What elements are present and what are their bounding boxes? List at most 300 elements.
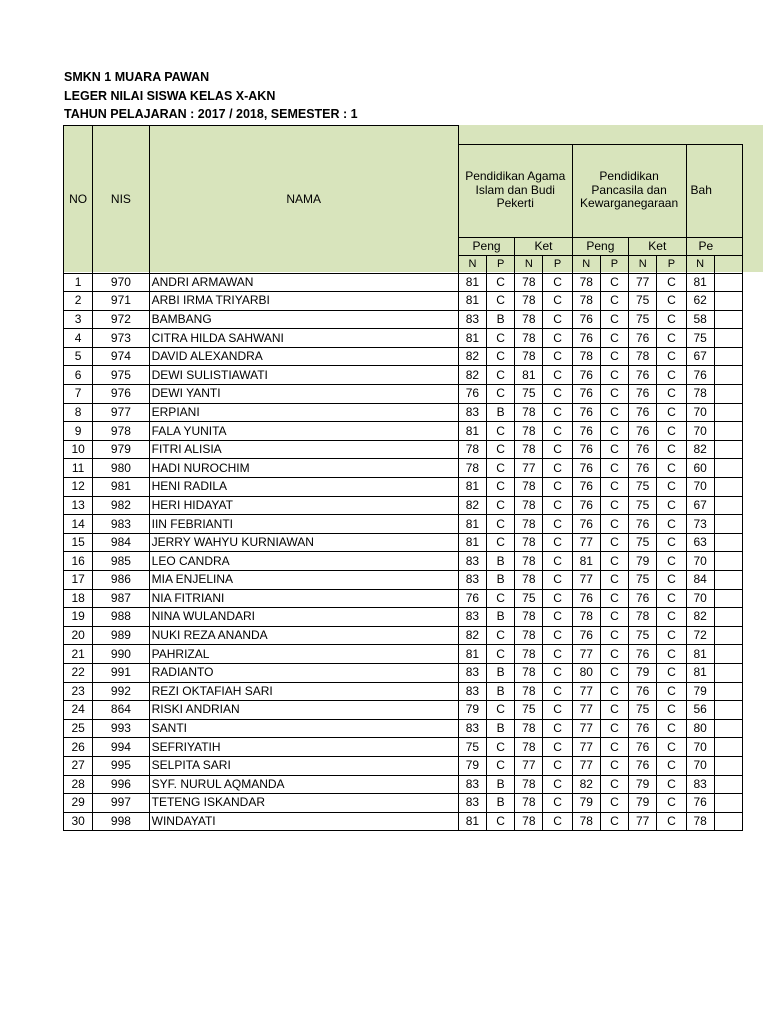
cell-grade: [714, 589, 742, 608]
cell-grade: [714, 552, 742, 571]
cell-grade: [714, 347, 742, 366]
cell-grade: C: [657, 775, 686, 794]
cell-grade: 76: [458, 589, 486, 608]
cell-grade: 78: [686, 812, 714, 831]
cell-grade: B: [487, 608, 515, 627]
cell-grade: C: [600, 794, 628, 813]
cell-nis: 991: [93, 663, 149, 682]
cell-no: 4: [64, 329, 93, 348]
cell-grade: C: [657, 812, 686, 831]
school-name: SMKN 1 MUARA PAWAN: [64, 70, 210, 84]
table-row: [64, 571, 743, 590]
cell-grade: C: [543, 385, 572, 404]
cell-grade: 81: [458, 292, 486, 311]
cell-grade: [714, 533, 742, 552]
cell-grade: C: [543, 552, 572, 571]
cell-grade: 70: [686, 738, 714, 757]
cell-grade: 78: [515, 440, 543, 459]
cell-grade: C: [487, 347, 515, 366]
cell-grade: 78: [572, 608, 600, 627]
table-row: [64, 589, 743, 608]
cell-grade: 82: [686, 440, 714, 459]
cell-grade: 75: [629, 701, 657, 720]
cell-grade: C: [657, 719, 686, 738]
cell-grade: C: [600, 738, 628, 757]
cell-grade: 77: [572, 756, 600, 775]
cell-grade: C: [600, 422, 628, 441]
cell-grade: [714, 478, 742, 497]
cell-grade: 78: [515, 273, 543, 292]
cell-grade: C: [543, 403, 572, 422]
cell-grade: C: [543, 440, 572, 459]
cell-name: IIN FEBRIANTI: [149, 515, 458, 534]
cell-nis: 993: [93, 719, 149, 738]
cell-grade: 76: [629, 719, 657, 738]
cell-grade: [714, 273, 742, 292]
cell-grade: C: [543, 701, 572, 720]
cell-grade: C: [657, 459, 686, 478]
table-row: [64, 403, 743, 422]
ket-header: Ket: [629, 237, 686, 255]
cell-grade: 83: [458, 608, 486, 627]
cell-nis: 978: [93, 422, 149, 441]
cell-name: HADI NUROCHIM: [149, 459, 458, 478]
cell-grade: [714, 812, 742, 831]
cell-grade: 78: [515, 775, 543, 794]
cell-grade: C: [657, 794, 686, 813]
cell-grade: 76: [572, 385, 600, 404]
cell-grade: 81: [458, 515, 486, 534]
cell-grade: 76: [572, 626, 600, 645]
cell-grade: B: [487, 794, 515, 813]
cell-no: 15: [64, 533, 93, 552]
cell-nis: 988: [93, 608, 149, 627]
cell-grade: 82: [572, 775, 600, 794]
cell-grade: [714, 440, 742, 459]
table-row: [64, 701, 743, 720]
cell-grade: C: [487, 329, 515, 348]
table-row: [64, 515, 743, 534]
cell-grade: 77: [515, 756, 543, 775]
cell-grade: 83: [458, 403, 486, 422]
cell-grade: [714, 459, 742, 478]
cell-grade: 78: [515, 719, 543, 738]
cell-grade: [714, 496, 742, 515]
cell-grade: 77: [572, 645, 600, 664]
p-header: P: [657, 255, 686, 273]
cell-grade: C: [600, 440, 628, 459]
cell-grade: C: [600, 608, 628, 627]
cell-grade: 78: [515, 663, 543, 682]
cell-nis: 985: [93, 552, 149, 571]
cell-grade: 82: [458, 366, 486, 385]
cell-nis: 973: [93, 329, 149, 348]
table-row: [64, 496, 743, 515]
col-no-header: NO: [64, 126, 93, 274]
cell-grade: 76: [572, 459, 600, 478]
cell-grade: 76: [572, 515, 600, 534]
cell-grade: 79: [629, 775, 657, 794]
cell-grade: 58: [686, 310, 714, 329]
cell-grade: 79: [629, 663, 657, 682]
cell-grade: C: [543, 459, 572, 478]
cell-no: 13: [64, 496, 93, 515]
cell-grade: 76: [572, 422, 600, 441]
cell-nis: 981: [93, 478, 149, 497]
cell-grade: 70: [686, 756, 714, 775]
cell-grade: C: [487, 385, 515, 404]
cell-grade: C: [600, 589, 628, 608]
cell-grade: 78: [572, 812, 600, 831]
cell-grade: C: [543, 496, 572, 515]
cell-grade: B: [487, 310, 515, 329]
cell-grade: 78: [458, 440, 486, 459]
cell-grade: 67: [686, 347, 714, 366]
cell-grade: C: [487, 701, 515, 720]
cell-grade: 81: [458, 533, 486, 552]
cell-grade: 76: [686, 794, 714, 813]
cell-grade: 78: [572, 273, 600, 292]
cell-grade: 76: [629, 366, 657, 385]
cell-grade: 76: [629, 385, 657, 404]
cell-grade: 76: [629, 329, 657, 348]
cell-grade: 76: [572, 440, 600, 459]
cell-grade: [714, 571, 742, 590]
cell-grade: 83: [458, 571, 486, 590]
cell-nis: 997: [93, 794, 149, 813]
cell-grade: 63: [686, 533, 714, 552]
cell-grade: 76: [629, 440, 657, 459]
cell-grade: C: [543, 571, 572, 590]
cell-grade: 76: [572, 589, 600, 608]
cell-grade: 81: [458, 422, 486, 441]
cell-grade: C: [543, 608, 572, 627]
table-row: [64, 775, 743, 794]
cell-name: ANDRI ARMAWAN: [149, 273, 458, 292]
cell-grade: 77: [572, 533, 600, 552]
cell-no: 19: [64, 608, 93, 627]
cell-grade: 78: [515, 794, 543, 813]
cell-grade: 77: [572, 571, 600, 590]
cell-grade: 77: [572, 701, 600, 720]
cell-grade: C: [543, 775, 572, 794]
cell-grade: 75: [629, 478, 657, 497]
cell-grade: 82: [458, 626, 486, 645]
cell-no: 18: [64, 589, 93, 608]
table-row: [64, 347, 743, 366]
cell-grade: C: [600, 403, 628, 422]
cell-grade: 83: [458, 310, 486, 329]
cell-grade: C: [657, 645, 686, 664]
cell-grade: B: [487, 403, 515, 422]
cell-name: NIA FITRIANI: [149, 589, 458, 608]
cell-name: ERPIANI: [149, 403, 458, 422]
cell-grade: C: [657, 533, 686, 552]
cell-grade: 78: [515, 422, 543, 441]
cell-grade: C: [543, 366, 572, 385]
cell-grade: 72: [686, 626, 714, 645]
cell-no: 10: [64, 440, 93, 459]
cell-grade: [714, 775, 742, 794]
table-row: [64, 626, 743, 645]
cell-grade: 76: [629, 459, 657, 478]
cell-grade: 78: [629, 608, 657, 627]
cell-grade: C: [543, 589, 572, 608]
cell-no: 24: [64, 701, 93, 720]
cell-grade: [714, 738, 742, 757]
cell-nis: 996: [93, 775, 149, 794]
cell-grade: C: [543, 812, 572, 831]
cell-grade: 81: [686, 645, 714, 664]
cell-grade: 76: [572, 366, 600, 385]
cell-grade: 75: [629, 310, 657, 329]
cell-grade: C: [600, 533, 628, 552]
cell-grade: 77: [572, 719, 600, 738]
table-row: [64, 459, 743, 478]
cell-grade: 76: [629, 589, 657, 608]
cell-grade: 79: [629, 552, 657, 571]
cell-grade: C: [487, 533, 515, 552]
cell-grade: C: [657, 571, 686, 590]
cell-grade: C: [543, 515, 572, 534]
cell-grade: C: [600, 478, 628, 497]
cell-grade: C: [543, 663, 572, 682]
cell-grade: C: [657, 552, 686, 571]
cell-grade: 78: [515, 533, 543, 552]
cell-grade: C: [600, 385, 628, 404]
p-header: P: [600, 255, 628, 273]
table-row: [64, 478, 743, 497]
cell-grade: C: [543, 719, 572, 738]
cell-grade: 83: [458, 794, 486, 813]
cell-grade: [714, 756, 742, 775]
cell-name: SEFRIYATIH: [149, 738, 458, 757]
cell-nis: 998: [93, 812, 149, 831]
cell-grade: 81: [515, 366, 543, 385]
cell-grade: 81: [686, 273, 714, 292]
cell-name: DAVID ALEXANDRA: [149, 347, 458, 366]
cell-grade: 70: [686, 422, 714, 441]
grades-table: [63, 125, 743, 831]
cell-grade: C: [487, 440, 515, 459]
cell-grade: C: [657, 292, 686, 311]
cell-grade: 81: [458, 329, 486, 348]
cell-no: 16: [64, 552, 93, 571]
cell-grade: [714, 422, 742, 441]
cell-grade: [714, 329, 742, 348]
n-header: N: [629, 255, 657, 273]
cell-grade: 76: [572, 403, 600, 422]
cell-grade: 80: [572, 663, 600, 682]
table-row: [64, 533, 743, 552]
cell-grade: 83: [458, 719, 486, 738]
cell-grade: 75: [515, 385, 543, 404]
cell-grade: 75: [629, 496, 657, 515]
cell-grade: C: [600, 273, 628, 292]
cell-no: 6: [64, 366, 93, 385]
cell-grade: B: [487, 552, 515, 571]
cell-grade: 81: [458, 645, 486, 664]
cell-grade: 78: [515, 645, 543, 664]
cell-grade: C: [657, 366, 686, 385]
cell-grade: 77: [515, 459, 543, 478]
cell-no: 17: [64, 571, 93, 590]
cell-no: 1: [64, 273, 93, 292]
table-row: [64, 682, 743, 701]
cell-nis: 972: [93, 310, 149, 329]
cell-grade: 76: [629, 422, 657, 441]
cell-name: BAMBANG: [149, 310, 458, 329]
table-row: [64, 719, 743, 738]
cell-nis: 971: [93, 292, 149, 311]
cell-grade: B: [487, 719, 515, 738]
cell-grade: 76: [458, 385, 486, 404]
cell-grade: C: [657, 701, 686, 720]
cell-nis: 980: [93, 459, 149, 478]
col-nama-header: NAMA: [149, 126, 458, 274]
cell-grade: 79: [686, 682, 714, 701]
cell-grade: [714, 385, 742, 404]
cell-name: HERI HIDAYAT: [149, 496, 458, 515]
subject-agama-header: Pendidikan Agama Islam dan Budi Pekerti: [458, 144, 572, 237]
cell-grade: 81: [572, 552, 600, 571]
cell-grade: C: [657, 310, 686, 329]
cell-grade: C: [657, 347, 686, 366]
report-title: LEGER NILAI SISWA KELAS X-AKN: [64, 88, 276, 103]
cell-nis: 990: [93, 645, 149, 664]
cell-grade: C: [657, 273, 686, 292]
cell-grade: 84: [686, 571, 714, 590]
cell-grade: 78: [686, 385, 714, 404]
cell-grade: 78: [515, 608, 543, 627]
cell-nis: 995: [93, 756, 149, 775]
n-header: N: [458, 255, 486, 273]
cell-name: SANTI: [149, 719, 458, 738]
cell-grade: C: [600, 682, 628, 701]
cell-grade: C: [600, 756, 628, 775]
table-row: [64, 812, 743, 831]
cell-grade: 78: [515, 310, 543, 329]
cell-grade: 78: [515, 552, 543, 571]
cell-grade: [714, 701, 742, 720]
cell-grade: 76: [629, 403, 657, 422]
cell-name: MIA ENJELINA: [149, 571, 458, 590]
cell-grade: C: [487, 366, 515, 385]
cell-grade: 83: [458, 552, 486, 571]
cell-grade: C: [657, 496, 686, 515]
cell-grade: C: [600, 663, 628, 682]
peng-header-partial: Pe: [686, 237, 742, 255]
cell-grade: 78: [515, 571, 543, 590]
cell-grade: C: [487, 478, 515, 497]
cell-grade: 56: [686, 701, 714, 720]
cell-name: FITRI ALISIA: [149, 440, 458, 459]
cell-grade: C: [600, 329, 628, 348]
cell-grade: 83: [458, 663, 486, 682]
cell-grade: C: [543, 273, 572, 292]
cell-grade: 76: [572, 310, 600, 329]
cell-grade: 60: [686, 459, 714, 478]
cell-grade: C: [657, 478, 686, 497]
cell-grade: 78: [572, 347, 600, 366]
cell-no: 2: [64, 292, 93, 311]
cell-grade: C: [600, 812, 628, 831]
cell-grade: 82: [458, 496, 486, 515]
cell-grade: C: [600, 645, 628, 664]
academic-year: TAHUN PELAJARAN : 2017 / 2018, SEMESTER : 1: [64, 107, 358, 121]
cell-grade: C: [600, 310, 628, 329]
cell-grade: C: [487, 756, 515, 775]
cell-grade: 78: [515, 403, 543, 422]
cell-grade: 78: [515, 329, 543, 348]
cell-nis: 982: [93, 496, 149, 515]
cell-grade: C: [543, 292, 572, 311]
cell-no: 7: [64, 385, 93, 404]
cell-name: PAHRIZAL: [149, 645, 458, 664]
cell-name: DEWI SULISTIAWATI: [149, 366, 458, 385]
subjects-group-header: [458, 126, 742, 145]
table-row: [64, 366, 743, 385]
cell-no: 26: [64, 738, 93, 757]
cell-nis: 864: [93, 701, 149, 720]
cell-grade: C: [600, 571, 628, 590]
cell-grade: C: [600, 347, 628, 366]
cell-grade: C: [543, 756, 572, 775]
cell-grade: C: [487, 459, 515, 478]
cell-no: 25: [64, 719, 93, 738]
cell-grade: 79: [629, 794, 657, 813]
cell-grade: B: [487, 775, 515, 794]
cell-nis: 974: [93, 347, 149, 366]
cell-grade: [714, 719, 742, 738]
cell-grade: 76: [572, 329, 600, 348]
table-row: [64, 292, 743, 311]
cell-grade: 79: [458, 701, 486, 720]
n-header: N: [515, 255, 543, 273]
cell-no: 9: [64, 422, 93, 441]
cell-grade: C: [657, 738, 686, 757]
cell-grade: [714, 626, 742, 645]
cell-grade: 75: [629, 533, 657, 552]
cell-grade: C: [543, 738, 572, 757]
cell-grade: 78: [515, 812, 543, 831]
cell-no: 23: [64, 682, 93, 701]
cell-grade: C: [657, 756, 686, 775]
cell-grade: C: [600, 496, 628, 515]
cell-grade: 70: [686, 552, 714, 571]
cell-grade: 70: [686, 478, 714, 497]
cell-name: SELPITA SARI: [149, 756, 458, 775]
cell-grade: 76: [629, 738, 657, 757]
cell-grade: 77: [629, 273, 657, 292]
cell-grade: 75: [629, 571, 657, 590]
cell-name: ARBI IRMA TRIYARBI: [149, 292, 458, 311]
cell-no: 20: [64, 626, 93, 645]
cell-grade: C: [487, 738, 515, 757]
cell-grade: [714, 310, 742, 329]
cell-grade: B: [487, 663, 515, 682]
cell-grade: C: [657, 422, 686, 441]
cell-name: RISKI ANDRIAN: [149, 701, 458, 720]
cell-grade: C: [600, 719, 628, 738]
table-row: [64, 329, 743, 348]
cell-grade: C: [543, 422, 572, 441]
cell-grade: 70: [686, 589, 714, 608]
cell-grade: 81: [458, 812, 486, 831]
cell-grade: 75: [629, 626, 657, 645]
cell-grade: C: [543, 329, 572, 348]
student-rows: [64, 273, 743, 831]
